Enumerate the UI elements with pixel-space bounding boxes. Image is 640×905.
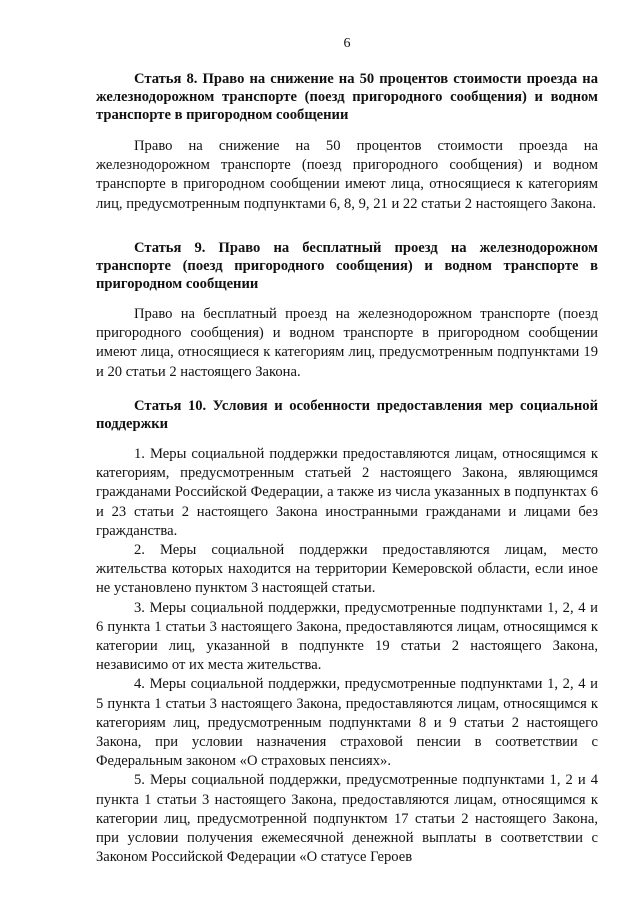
page-number: 6 — [343, 36, 351, 51]
article-10-heading: Статья 10. Условия и особенности предоставления мер социальной поддержки — [96, 398, 598, 432]
article-8-heading: Статья 8. Право на снижение на 50 процентов стоимости проезда на железнодорожном транспорте (поезд пригородного сообщения) и водном транспорте в пригородном сообщении — [96, 71, 598, 123]
article-10-item-4: 4. Меры социальной поддержки, предусмотренные подпунктами 1, 2, 4 и 5 пункта 1 статьи 3 настоящего Закона, предоставляются лицам, относящимся к категориям лиц, предусмотренным подпунктами 8 и 9 статьи 2 настоящего Закона, при условии назначения страховой пенсии в соответствии с Федеральным законом «О страховых пенсиях». — [96, 676, 598, 770]
article-9-heading: Статья 9. Право на бесплатный проезд на железнодорожном транспорте (поезд пригородного сообщения) и водном транспорте в пригородном сообщении — [96, 240, 598, 292]
article-8-text: Право на снижение на 50 процентов стоимости проезда на железнодорожном транспорте (поезд пригородного сообщения) и водном транспорте в пригородном сообщении имеют лица, относящиеся к категориям лиц, предусмотренным подпунктами 6, 8, 9, 21 и 22 статьи 2 настоящего Закона. — [96, 138, 598, 212]
article-10-items — [96, 445, 598, 867]
article-10-item-5: 5. Меры социальной поддержки, предусмотренные подпунктами 1, 2 и 4 пункта 1 статьи 3 настоящего Закона, предоставляются лицам, относящимся к категории лиц, предусмотренной подпунктом 17 статьи 2 настоящего Закона, при условии получения ежемесячной денежной выплаты в соответствии с Законом Российской Федерации «О статусе Героев — [96, 772, 598, 866]
article-9-text: Право на бесплатный проезд на железнодорожном транспорте (поезд пригородного сообщения) и водном транспорте в пригородном сообщении имеют лица, относящиеся к категориям лиц, предусмотренным подпунктами 19 и 20 статьи 2 настоящего Закона. — [96, 306, 598, 380]
article-10-item-1: 1. Меры социальной поддержки предоставляются лицам, относящимся к категориям, предусмотренным статьей 2 настоящего Закона, являющимся гражданами Российской Федерации, а также из числа указанных в подпунктах 6 и 23 статьи 2 настоящего Закона иностранными гражданами и лицами без гражданства. — [96, 446, 598, 539]
article-10-item-2: 2. Меры социальной поддержки предоставляются лицам, место жительства которых находится на территории Кемеровской области, если иное не установлено пунктом 3 настоящей статьи. — [96, 542, 598, 597]
article-10-item-3: 3. Меры социальной поддержки, предусмотренные подпунктами 1, 2, 4 и 6 пункта 1 статьи 3 настоящего Закона, предоставляются лицам, относящимся к категории лиц, указанной в подпункте 19 статьи 2 настоящего Закона, независимо от их места жительства. — [96, 599, 598, 674]
